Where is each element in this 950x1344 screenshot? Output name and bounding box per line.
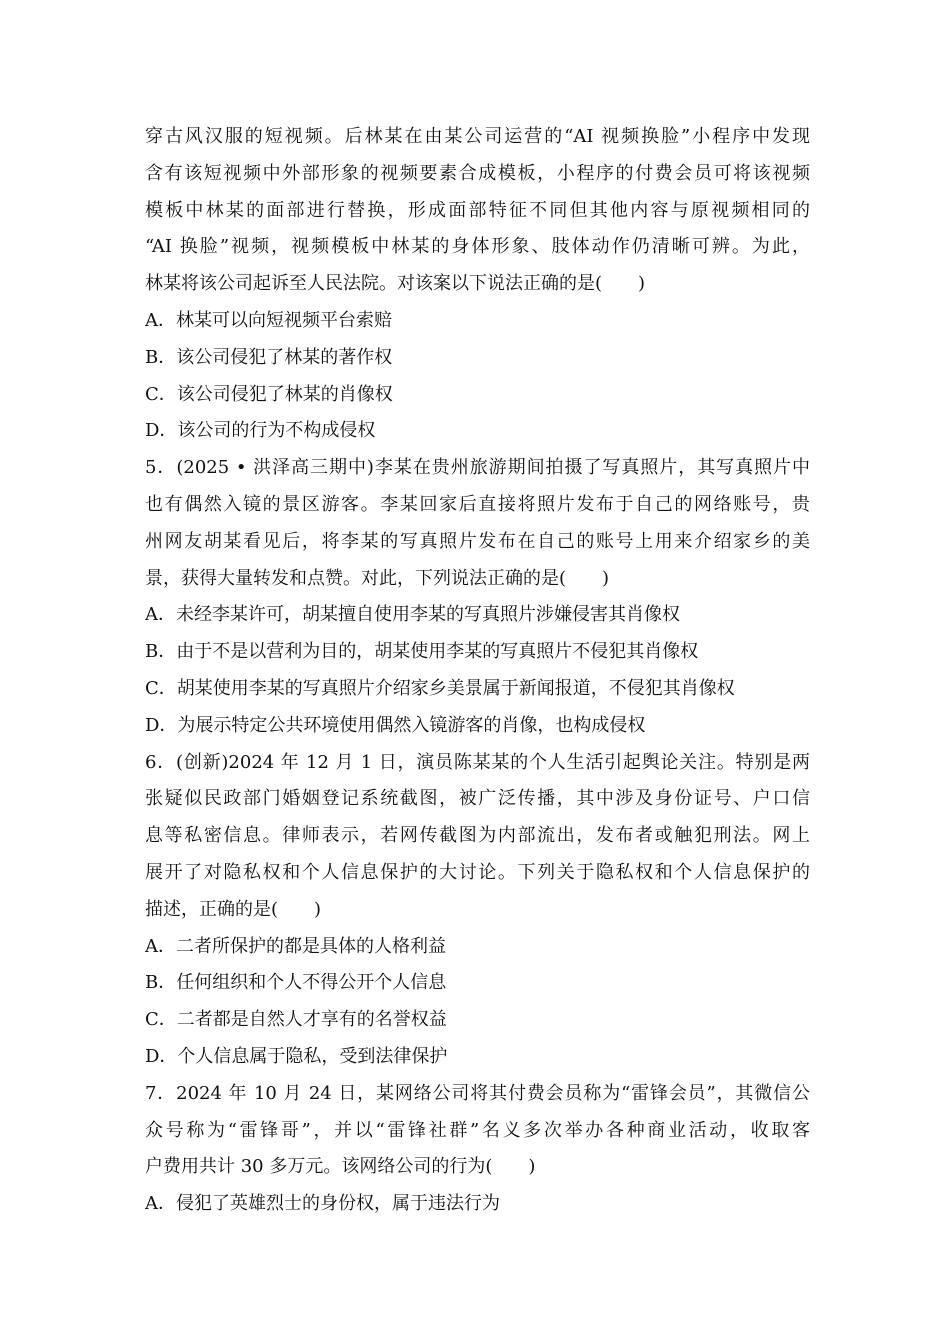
question-5-option-d: D．为展示特定公共环境使用偶然入镜游客的肖像，也构成侵权 bbox=[145, 714, 646, 736]
question-6-option-b: B．任何组织和个人不得公开个人信息 bbox=[145, 972, 447, 994]
question-6-option-d: D．个人信息属于隐私，受到法律保护 bbox=[145, 1045, 448, 1067]
question-4-option-a: A．林某可以向短视频平台索赔 bbox=[145, 309, 392, 331]
question-6-option-c: C．二者都是自然人才享有的名誉权益 bbox=[145, 1009, 447, 1031]
question-7-stem-line: 众号称为“雷锋哥”，并以“雷锋社群”名义多次举办各种商业活动，收取客 bbox=[145, 1119, 810, 1141]
question-5-option-a: A．未经李某许可，胡某擅自使用李某的写真照片涉嫌侵害其肖像权 bbox=[145, 604, 680, 626]
question-6-option-a: A．二者所保护的都是具体的人格利益 bbox=[145, 935, 446, 957]
question-5-stem-line: 也有偶然入镜的景区游客。李某回家后直接将照片发布于自己的网络账号，贵 bbox=[145, 493, 810, 515]
question-5-option-c: C．胡某使用李某的写真照片介绍家乡美景属于新闻报道，不侵犯其肖像权 bbox=[145, 677, 735, 699]
question-6-stem-line: 6．(创新)2024 年 12 月 1 日，演员陈某某的个人生活引起舆论关注。特别是两 bbox=[145, 751, 810, 773]
question-6-stem-line: 描述，正确的是( ) bbox=[145, 898, 322, 920]
question-6 bbox=[145, 745, 810, 1076]
question-4 bbox=[145, 119, 810, 450]
document-page bbox=[145, 119, 810, 1223]
question-7-option-a: A．侵犯了英雄烈士的身份权，属于违法行为 bbox=[145, 1193, 500, 1215]
question-4-stem-line: 林某将该公司起诉至人民法院。对该案以下说法正确的是( ) bbox=[145, 273, 646, 295]
question-5-stem-line: 州网友胡某看见后，将李某的写真照片发布在自己的账号上用来介绍家乡的美 bbox=[145, 530, 810, 552]
question-4-stem-line: “AI 换脸”视频，视频模板中林某的身体形象、肢体动作仍清晰可辨。为此， bbox=[145, 236, 810, 258]
question-6-stem-line: 展开了对隐私权和个人信息保护的大讨论。下列关于隐私权和个人信息保护的 bbox=[145, 861, 810, 883]
question-5 bbox=[145, 450, 810, 744]
question-5-stem-line: 5．(2025 • 洪泽高三期中)李某在贵州旅游期间拍摄了写真照片，其写真照片中 bbox=[145, 457, 810, 479]
question-4-option-c: C．该公司侵犯了林某的肖像权 bbox=[145, 383, 393, 405]
question-6-stem-line: 张疑似民政部门婚姻登记系统截图，被广泛传播，其中涉及身份证号、户口信 bbox=[145, 788, 810, 810]
question-4-option-d: D．该公司的行为不构成侵权 bbox=[145, 420, 376, 442]
question-7-stem-line: 户费用共计 30 多万元。该网络公司的行为( ) bbox=[145, 1156, 536, 1178]
question-4-stem-line: 穿古风汉服的短视频。后林某在由某公司运营的“AI 视频换脸”小程序中发现 bbox=[145, 126, 810, 147]
question-6-stem-line: 息等私密信息。律师表示，若网传截图为内部流出，发布者或触犯刑法。网上 bbox=[145, 825, 810, 847]
question-7 bbox=[145, 1076, 810, 1223]
question-4-stem-line: 模板中林某的面部进行替换，形成面部特征不同但其他内容与原视频相同的 bbox=[145, 199, 810, 221]
question-4-option-b: B．该公司侵犯了林某的著作权 bbox=[145, 346, 393, 368]
question-5-option-b: B．由于不是以营利为目的，胡某使用李某的写真照片不侵犯其肖像权 bbox=[145, 641, 699, 663]
question-7-stem-line: 7．2024 年 10 月 24 日，某网络公司将其付费会员称为“雷锋会员”，其微信公 bbox=[145, 1082, 810, 1104]
question-5-stem-line: 景，获得大量转发和点赞。对此，下列说法正确的是( ) bbox=[145, 567, 610, 589]
question-4-stem-line: 含有该短视频中外部形象的视频要素合成模板，小程序的付费会员可将该视频 bbox=[145, 162, 810, 184]
